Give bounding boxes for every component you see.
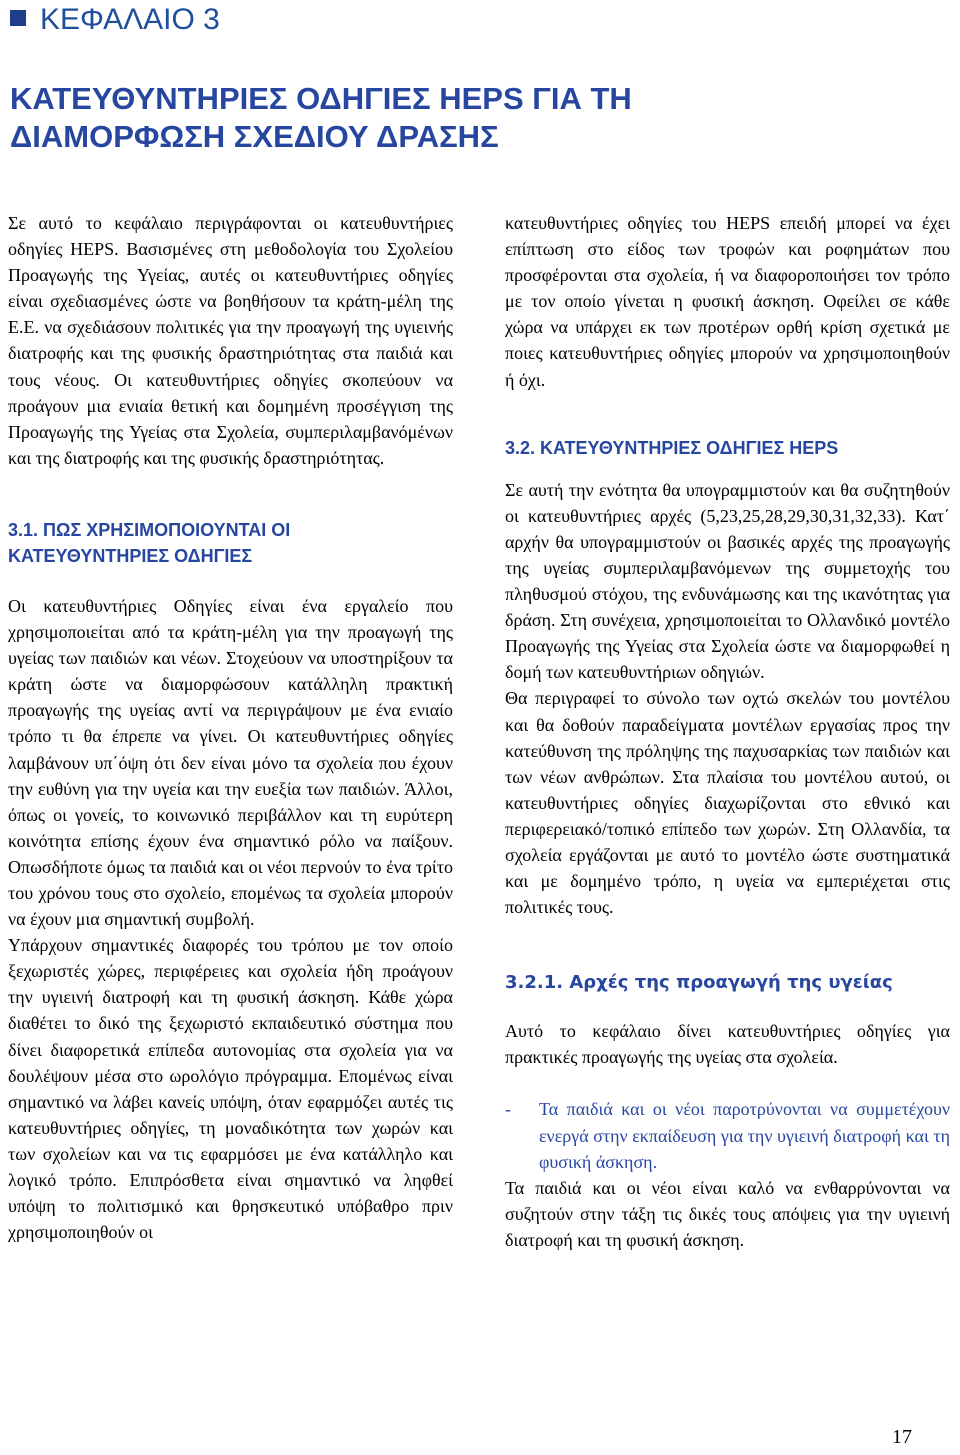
left-column — [8, 210, 453, 1245]
list-item — [505, 1096, 950, 1174]
page-title — [10, 80, 910, 156]
page-number: 17 — [892, 1426, 912, 1448]
paragraph-usage: Οι κατευθυντήριες Οδηγίες είναι ένα εργαλείο που χρησιμοποιείται από τα κράτη-μέλη για την προαγωγή της υγείας των παιδιών και νέων. Στοχεύουν να υποστηρίξουν τα κράτη ώστε να διαμορφώσουν κατάλληλη πρακτική προαγωγής της υγείας αντί να περιγράψουν με ένα ενιαίο τρόπο τι θα έπρεπε να γίνει. Οι κατευθυντήριες οδηγίες λαμβάνουν υπ΄όψη ότι δεν είναι μόνο τα σχολεία που έχουν την ευθύνη για την υγεία και την ευεξία των παιδιών. Άλλοι, όπως οι γονείς, το κοινωνικό περιβάλλον και τη ευρύτερη κοινότητα επίσης έχουν ένα σημαντικό ρόλο να παίξουν. Οπωσδήποτε όμως τα παιδιά και οι νέοι περνούν το ένα τρίτο του χρόνου τους στο σχολείο, επομένως τα σχολεία μπορούν να έχουν μια σημαντική συμβολή. — [8, 595, 453, 930]
right-column — [505, 210, 950, 1253]
chapter-label — [10, 2, 220, 38]
page-title-line1: ΚΑΤΕΥΘΥΝΤΗΡΙΕΣ ΟΔΗΓΙΕΣ HEPS ΓΙΑ ΤΗ — [10, 81, 632, 116]
section-heading-3-1 — [8, 517, 453, 569]
paragraph-model: Θα περιγραφεί το σύνολο των οχτώ σκελών του μοντέλου και θα δοθούν παραδείγματα μοντέλων εργασίας προς την κατεύθυνση της πρόληψης της παχυσαρκίας των παιδιών και των νέων ανθρώπων. Στα πλαίσια του μοντέλου αυτού, οι κατευθυντήριες οδηγίες διαχωρίζονται στο εθνικό και περιφερειακό/τοπικό επίπεδο των χωρών. Στη Ολλανδία, τα σχολεία εργάζονται με αυτό το μοντέλο ώστε συστηματικά και με δομημένο τρόπο, η υγεία να εμπεριέχεται στις πολιτικές τους. — [505, 688, 950, 918]
bullet-text: Τα παιδιά και οι νέοι παροτρύνονται να συμμετέχουν ενεργά στην εκπαίδευση για την υγιεινή διατροφή και τη φυσική άσκηση. — [539, 1099, 950, 1172]
chapter-text: ΚΕΦΑΛΑΙΟ 3 — [40, 3, 220, 36]
bullet-followup-paragraph: Τα παιδιά και οι νέοι είναι καλό να ενθαρρύνονται να συζητούν στην τάξη τις δικές τους απόψεις για την υγιεινή διατροφή και τη φυσική άσκηση. — [505, 1177, 950, 1250]
continued-paragraph: κατευθυντήριες οδηγίες του HEPS επειδή μπορεί να έχει επίπτωση στο είδος των τροφών και ροφημάτων που προσφέρονται στα σχολεία, ή να διαφοροποιήσει τον τρόπο με τον οποίο γίνεται η φυσική άσκηση. Οφείλει σε κάθε χώρα να υπάρχει εκ των προτέρων ορθή κρίση σχετικά με ποιες κατευθυντήριες οδηγίες μπορούν να χρησιμοποιηθούν ή όχι. — [505, 213, 950, 390]
dash-bullet: - — [505, 1099, 511, 1120]
section-heading-3-1-line2: ΚΑΤΕΥΘΥΝΤΗΡΙΕΣ ΟΔΗΓΙΕΣ — [8, 545, 253, 566]
section-heading-3-2: 3.2. ΚΑΤΕΥΘΥΝΤΗΡΙΕΣ ΟΔΗΓΙΕΣ HEPS — [505, 437, 839, 458]
section-heading-3-1-line1: 3.1. ΠΩΣ ΧΡΗΣΙΜΟΠΟΙΟΥΝΤΑΙ ΟΙ — [8, 519, 291, 540]
subsection-heading-3-2-1: 3.2.1. Αρχές της προαγωγή της υγείας — [505, 972, 893, 994]
paragraph-practices: Αυτό το κεφάλαιο δίνει κατευθυντήριες οδηγίες για πρακτικές προαγωγής της υγείας στα σχολεία. — [505, 1021, 950, 1068]
paragraph-differences: Υπάρχουν σημαντικές διαφορές του τρόπου με τον οποίο ξεχωριστές χώρες, περιφέρειες και σχολεία ήδη προάγουν την υγιεινή διατροφή και τη φυσική άσκηση. Κάθε χώρα διαθέτει το δικό της ξεχωριστό εκπαιδευτικό σύστημα που δίνει διαφορετικά επίπεδα αυτονομίας στα σχολεία για να δουλέψουν μέσα στο ωρολόγιο πρόγραμμα. Επομένως είναι σημαντικό να λάβει κανείς υπόψη, όταν εφαρμόζει αυτές τις κατευθυντήριες οδηγίες, τη μοναδικότητα των χωρών και των σχολείων και να τις εφαρμόσει με ένα κατάλληλο και λογικό τρόπο. Επιπρόσθετα είναι σημαντικό να ληφθεί υπόψη το πολιτισμικό και θρησκευτικό υπόβαθρο πριν χρησιμοποιηθούν οι — [8, 935, 453, 1243]
page-title-line2: ΔΙΑΜΟΡΦΩΣΗ ΣΧΕΔΙΟΥ ΔΡΑΣΗΣ — [10, 119, 499, 154]
square-bullet-icon — [10, 10, 26, 26]
intro-paragraph: Σε αυτό το κεφάλαιο περιγράφονται οι κατευθυντήριες οδηγίες HEPS. Βασισμένες στη μεθοδολογία του Σχολείου Προαγωγής της Υγείας, αυτές οι κατευθυντήριες οδηγίες είναι σχεδιασμένες ώστε να βοηθήσουν τα κράτη-μέλη της Ε.Ε. να σχεδιάσουν πολιτικές για την προαγωγή της υγιεινής διατροφής και της φυσικής δραστηριότητας στα παιδιά και τους νέους. Οι κατευθυντήριες οδηγίες σκοπεύουν να προάγουν μια ενιαία θετική και δομημένη προσέγγιση της Προαγωγής της Υγείας στα Σχολεία, συμπεριλαμβανόμένων και της διατροφής και της φυσικής δραστηριότητας. — [8, 213, 453, 468]
paragraph-principles: Σε αυτή την ενότητα θα υπογραμμιστούν και θα συζητηθούν οι κατευθυντήριες αρχές (5,23,25,28,29,30,31,32,33). Κατ΄ αρχήν θα υπογραμμιστούν οι βασικές αρχές της προαγωγής της υγείας συμπεριλαμβανόμενων της συμμετοχής του πληθυσμού στόχου, της ενδυνάμωσης και της ικανότητας για δράση. Στη συνέχεια, χρησιμοποιείται το Ολλανδικό μοντέλο Προαγωγής της Υγείας στα Σχολεία ώστε να διαμορφωθεί η δομή των κατευθυντήριων οδηγιών. — [505, 479, 950, 683]
